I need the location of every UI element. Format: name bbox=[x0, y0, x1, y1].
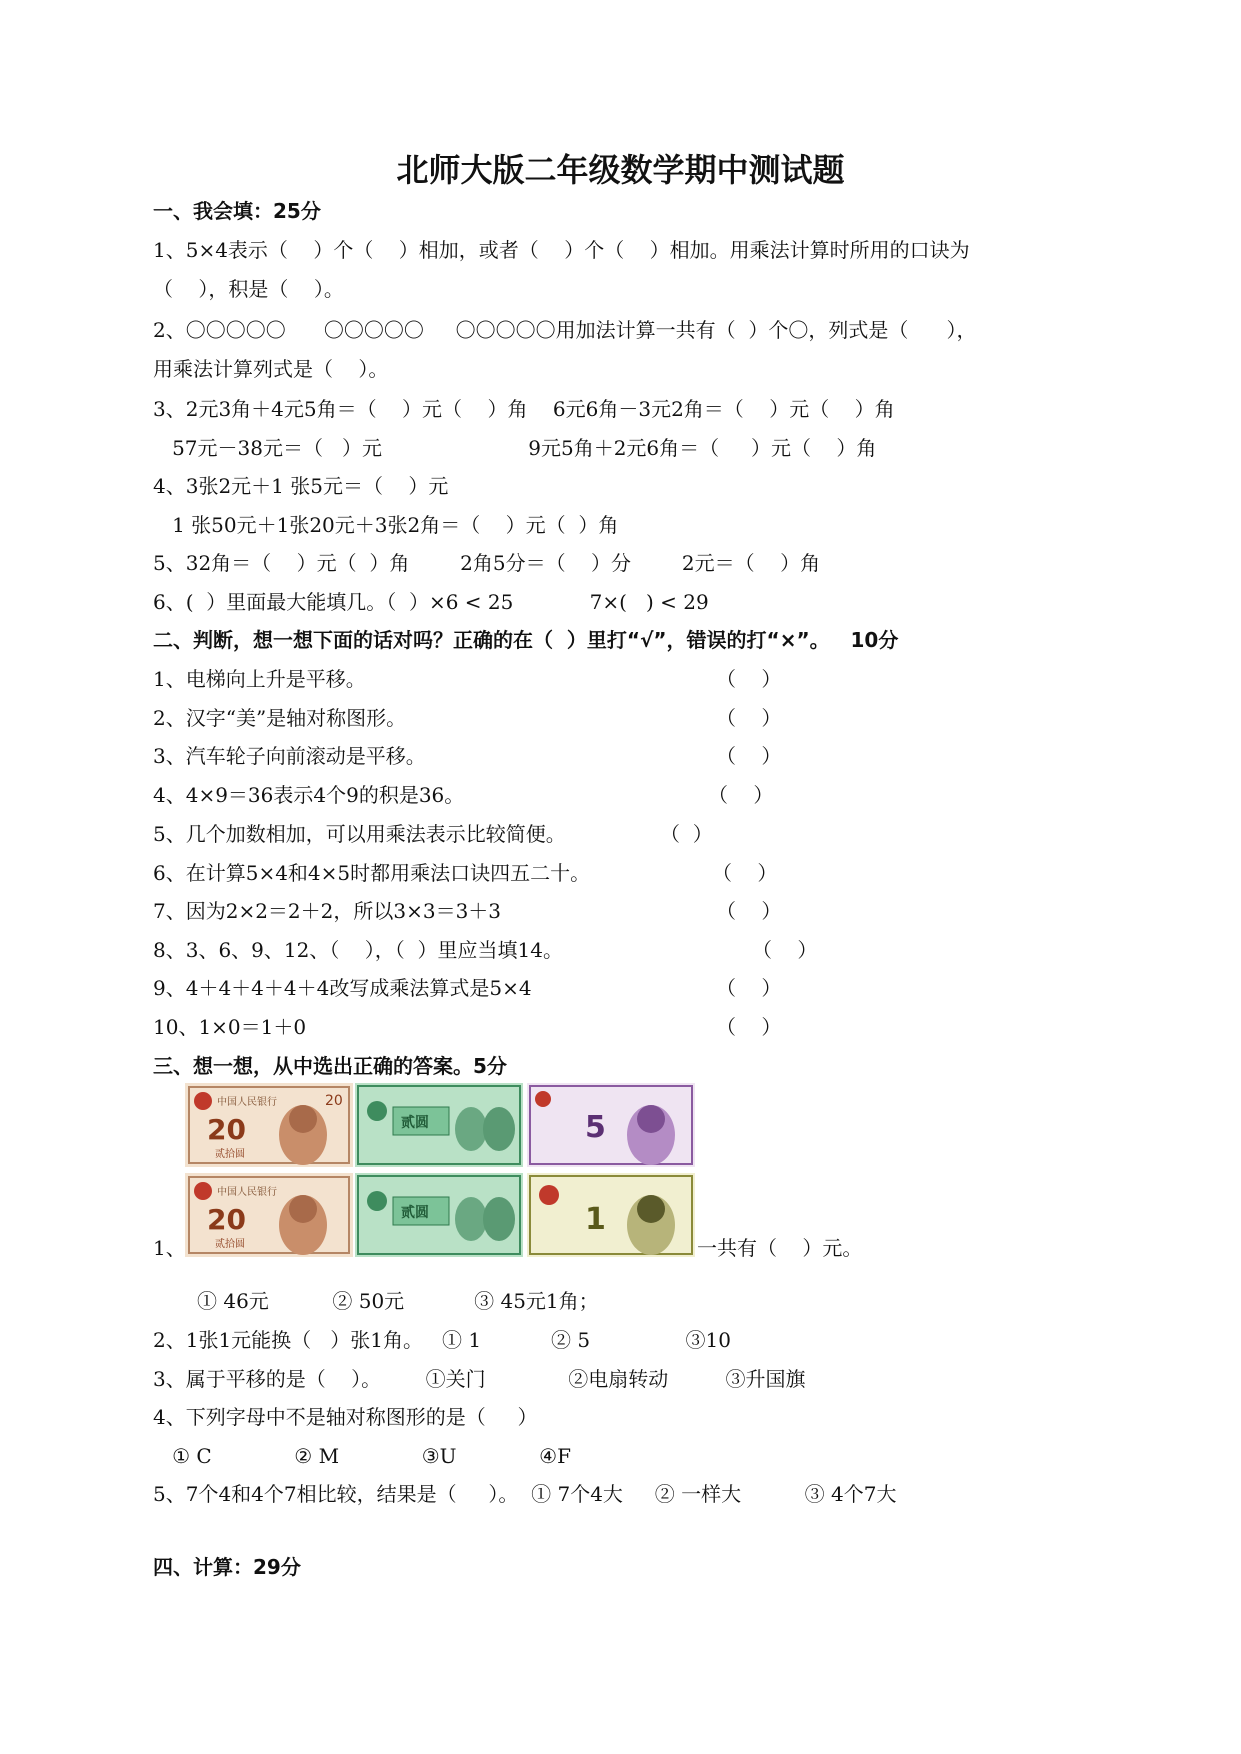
denomination-script: 贰拾圆 bbox=[215, 1149, 245, 1160]
choice-question-3: 3、属于平移的是（ ）。 ①关门 ②电扇转动 ③升国旗 bbox=[153, 1367, 806, 1391]
choice-question-4: 4、下列字母中不是轴对称图形的是（ ） bbox=[153, 1405, 538, 1429]
judge-item-1: 1、电梯向上升是平移。 bbox=[153, 667, 366, 691]
banknotes-image bbox=[185, 1083, 695, 1258]
judge-answer-paren-5[interactable]: （ ） bbox=[660, 822, 713, 846]
banknote-5-yuan bbox=[527, 1083, 695, 1167]
judge-item-6: 6、在计算5×4和4×5时都用乘法口诀四五二十。 bbox=[153, 861, 591, 885]
section-2-heading: 二、判断，想一想下面的话对吗？正确的在（ ）里打“√”，错误的打“×”。 10分 bbox=[153, 628, 899, 652]
denomination-label: 20 bbox=[207, 1113, 246, 1146]
fill-question-2: 2、〇〇〇〇〇 〇〇〇〇〇 〇〇〇〇〇用加法计算一共有（ ）个〇，列式是（ ）， bbox=[153, 318, 977, 342]
judge-answer-paren-10[interactable]: （ ） bbox=[716, 1015, 782, 1039]
judge-item-8: 8、3、6、9、12、（ ），（ ）里应当填14。 bbox=[153, 938, 563, 962]
judge-item-9: 9、4＋4＋4＋4＋4改写成乘法算式是5×4 bbox=[153, 976, 532, 1000]
judge-item-7: 7、因为2×2＝2＋2，所以3×3＝3＋3 bbox=[153, 899, 502, 923]
fill-question-4-cont: 1 张50元＋1张20元＋3张2角＝（ ）元（ ）角 bbox=[153, 513, 619, 537]
choice-question-1-suffix: 一共有（ ）元。 bbox=[697, 1236, 863, 1260]
banknote-20-yuan-2 bbox=[185, 1173, 353, 1257]
corner-denomination: 20 bbox=[325, 1093, 343, 1109]
judge-item-10: 10、1×0＝1＋0 bbox=[153, 1015, 307, 1039]
choice-question-1-prefix: 1、 bbox=[153, 1236, 186, 1260]
fill-question-1-cont: （ ），积是（ ）。 bbox=[153, 277, 344, 301]
section-4-heading: 四、计算：29分 bbox=[153, 1555, 301, 1579]
judge-answer-paren-7[interactable]: （ ） bbox=[716, 899, 782, 923]
page-title: 北师大版二年级数学期中测试题 bbox=[396, 151, 845, 189]
fill-question-4: 4、3张2元＋1 张5元＝（ ）元 bbox=[153, 474, 449, 498]
denomination-label: 贰圆 bbox=[401, 1205, 429, 1221]
judge-answer-paren-6[interactable]: （ ） bbox=[712, 861, 778, 885]
denomination-label: 20 bbox=[207, 1203, 246, 1236]
denomination-label: 贰圆 bbox=[401, 1115, 429, 1131]
fill-question-2-cont: 用乘法计算列式是（ ）。 bbox=[153, 357, 389, 381]
denomination-label: 1 bbox=[585, 1202, 606, 1237]
judge-item-2: 2、汉字“美”是轴对称图形。 bbox=[153, 706, 407, 730]
judge-item-3: 3、汽车轮子向前滚动是平移。 bbox=[153, 744, 426, 768]
fill-question-3: 3、2元3角＋4元5角＝（ ）元（ ）角 6元6角－3元2角＝（ ）元（ ）角 bbox=[153, 397, 895, 421]
section-3-heading: 三、想一想，从中选出正确的答案。5分 bbox=[153, 1054, 507, 1078]
denomination-script: 贰拾圆 bbox=[215, 1239, 245, 1250]
choice-question-5: 5、7个4和4个7相比较，结果是（ ）。 ① 7个4大 ② 一样大 ③ 4个7大 bbox=[153, 1482, 897, 1506]
banknote-2-yuan bbox=[355, 1083, 523, 1167]
judge-item-5: 5、几个加数相加，可以用乘法表示比较简便。 bbox=[153, 822, 566, 846]
fill-question-1: 1、5×4表示（ ）个（ ）相加，或者（ ）个（ ）相加。用乘法计算时所用的口诀为 bbox=[153, 238, 970, 262]
denomination-label: 5 bbox=[585, 1110, 606, 1145]
judge-answer-paren-3[interactable]: （ ） bbox=[716, 744, 782, 768]
banknote-1-yuan bbox=[527, 1173, 695, 1257]
judge-answer-paren-1[interactable]: （ ） bbox=[716, 667, 782, 691]
judge-answer-paren-8[interactable]: （ ） bbox=[752, 938, 818, 962]
choice-question-1-options: ① 46元 ② 50元 ③ 45元1角； bbox=[197, 1289, 599, 1313]
bank-name-label: 中国人民银行 bbox=[217, 1187, 277, 1198]
fill-question-6: 6、( ）里面最大能填几。（ ）×6 < 25 7×( ) < 29 bbox=[153, 590, 709, 614]
judge-answer-paren-2[interactable]: （ ） bbox=[716, 706, 782, 730]
banknote-20-yuan bbox=[185, 1083, 353, 1167]
fill-question-5: 5、32角＝（ ）元（ ）角 2角5分＝（ ）分 2元＝（ ）角 bbox=[153, 551, 821, 575]
judge-answer-paren-4[interactable]: （ ） bbox=[708, 783, 774, 807]
banknote-2-yuan-2 bbox=[355, 1173, 523, 1257]
section-1-heading: 一、我会填：25分 bbox=[153, 199, 321, 223]
bank-name-label: 中国人民银行 bbox=[217, 1097, 277, 1108]
choice-question-4-options: ① C ② M ③U ④F bbox=[153, 1444, 571, 1468]
fill-question-3-cont: 57元－38元＝（ ）元 9元5角＋2元6角＝（ ）元（ ）角 bbox=[153, 436, 877, 460]
choice-question-2: 2、1张1元能换（ ）张1角。 ① 1 ② 5 ③10 bbox=[153, 1328, 731, 1352]
judge-answer-paren-9[interactable]: （ ） bbox=[716, 976, 782, 1000]
judge-item-4: 4、4×9＝36表示4个9的积是36。 bbox=[153, 783, 465, 807]
